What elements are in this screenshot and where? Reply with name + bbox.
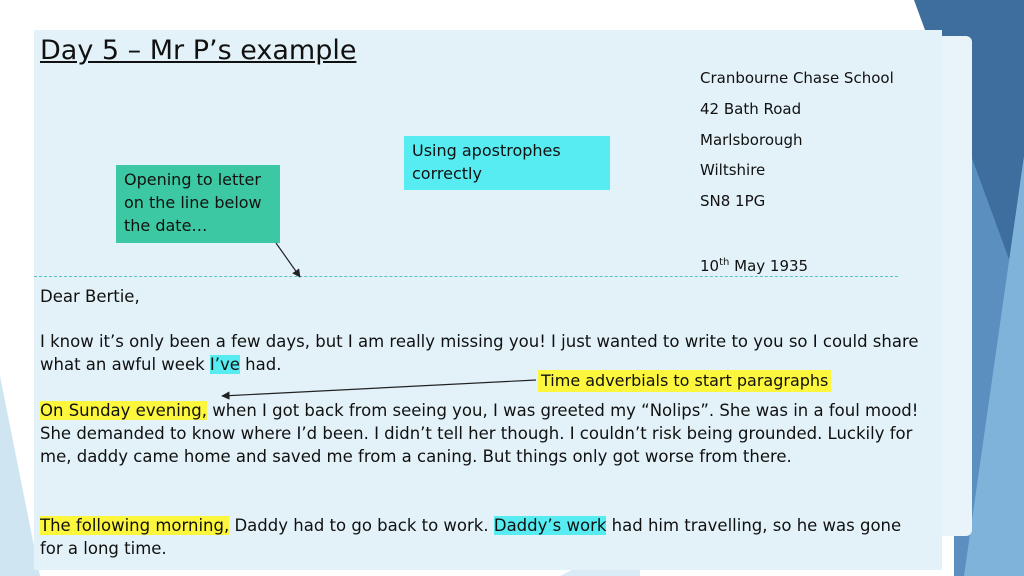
letter-greeting: Dear Bertie, [40, 287, 140, 306]
note-using-apostrophes: Using apostrophes correctly [404, 136, 610, 190]
letter-paragraph-1: I know it’s only been a few days, but I am really missing you! I just wanted to write to you so I could share what an awful week I’ve had. [40, 332, 919, 374]
highlight-apostrophe-2: Daddy’s work [493, 516, 607, 535]
note-time-adverbials: Time adverbials to start paragraphs [538, 370, 831, 392]
highlight-time-adverbial: On Sunday evening, [40, 401, 207, 420]
address-line-school: Cranbourne Chase School [700, 69, 894, 87]
letter-paragraph-2: On Sunday evening, when I got back from seeing you, I was greeted my “Nolips”. She was in a foul mood! She demanded to know where I’d been. I didn’t tell her though. I couldn’t risk being grounded. Luckily for me, daddy came home and saved me from a caning. But things only got worse from there. [40, 401, 919, 466]
letter-date: 10th May 1935 [700, 257, 809, 275]
note-opening-to-letter: Opening to letter on the line below the date… [116, 165, 280, 243]
page-title: Day 5 – Mr P’s example [40, 35, 357, 66]
address-line-postcode: SN8 1PG [700, 192, 766, 210]
highlight-apostrophe: I’ve [209, 355, 240, 374]
address-line-street: 42 Bath Road [700, 100, 802, 118]
highlight-time-adverbial-2: The following morning, [40, 516, 230, 535]
address-line-county: Wiltshire [700, 161, 766, 179]
letter-paragraph-3: The following morning, Daddy had to go back to work. Daddy’s work had him travelling, so he was gone for a long time. [40, 516, 902, 558]
address-line-town: Marlsborough [700, 131, 803, 149]
decorative-shape-right-bottom [964, 156, 1024, 576]
divider-dashed [34, 276, 898, 277]
